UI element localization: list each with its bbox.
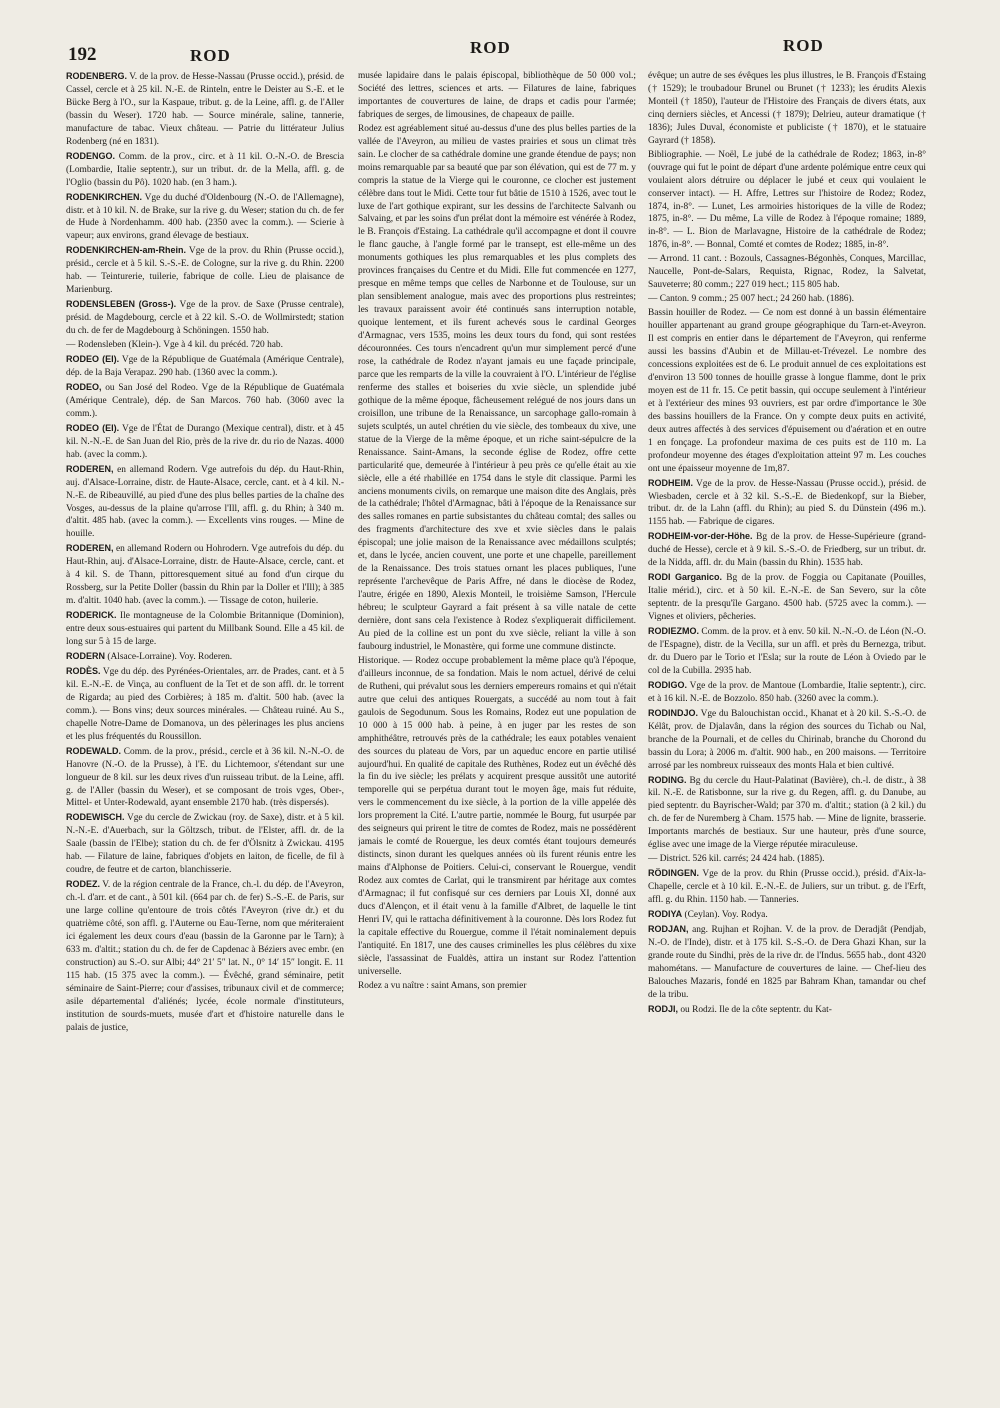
entry-text: Rodez est agréablement situé au-dessus d'une des plus belles parties de la vallée de l'Aveyron, au milieu de vastes prairies et sous un climat très sain. Le clocher de sa cathédrale domine une grande étendue de pays; non moins remarquable par sa beauté que par son élévation, qui est de 77 m. y compris la statue de la Vierge qui le couronne, ce clocher est justement célèbre dans tout le Midi. Cette tour fut bâtie de 1510 à 1526, avec tout le luxe de l'art gothique expirant, sur les dessins de l'architecte Salvanh ou Salvaing, et par les soins d'un prélat dont la mémoire est vénérée à Rodez, le B. François d'Estaing. La cathédrale qu'il accompagne et dont il couvre le flanc gauche, à l'angle formé par le transept, est elle-même un des monuments gothiques les plus remarquables et les plus complets des provinces françaises du Centre et du Midi. Elle fut commencée en 1277, presque en même temps que celles de Narbonne et de Toulouse, sur un plan sensiblement analogue, mais avec des proportions plus restreintes; les travaux paraissent avoir été continués sans interruption notable, quoique lentement, et ils furent achevés sous le cardinal Georges d'Armagnac, vers 1535, moins les deux tours du fond, qui sont restées découronnées. Ces tours n'encadrent qu'un mur simplement percé d'une rose, la cathédrale de Rodez n'ayant jamais eu une façade principale, parce que les remparts de la ville la couvraient à l'O. L'intérieur de l'église renferme des stalles et boiseries du xvie siècle, un splendide jubé gothique de la même époque, fâcheusement relégué de nos jours dans un croisillon, une tribune de la Renaissance, un sarcophage gallo-romain à sujets sculptés, un autel chrétien du vie siècle, des tombeaux du xive, une statue de la Vierge de la même époque, et un riche saint-sépulcre de la Renaissance. Saint-Amans, la seconde église de Rodez, offre cette particularité que, demeurée à l'intérieur à peu près ce qu'elle était au xie siècle, elle a été rhabillée en 1754 dans le style dit classique. Parmi les anciens monuments civils, on remarque une maison dite des Anglais, près de la cathédrale; l'hôtel d'Armagnac, bâti à l'époque de la Renaissance sur des salles romanes en partie subsistantes du château comtal; des salles ou des fragments d'architecture des xve et xvie siècles dans le palais épiscopal; une jolie maison de la Renaissance avec médaillons sculptés; et, dans le lycée, ancien couvent, une porte et une chapelle, pareillement de la Renaissance. Des trois statues ornant les places publiques, l'une représente l'archevêque de Paris Affre, né dans le diocèse de Rodez, l'autre, érigée en 1890, Alexis Monteil, le troisième Samson, l'Hercule hébreu; le sculpteur Gayrard a fait présent à sa ville natale de cette dernière, dont sans cela l'existence à Rodez s'expliquerait difficilement. Au pied de la colline est un pont du xve siècle, reliant la ville à son faubourg industriel, le Monastère, qui forme une commune distincte. xyxy=(358,123,636,652)
running-head-left: ROD xyxy=(190,46,231,65)
entry-text: Vge de la prov. du Rhin (Prusse occid.), présid., cercle et à 5 kil. S.-S.-E. de Cologne, sur la rive g. du Rhin. 2200 hab. — Teinturerie, tuilerie, fabrique de colle. Lieu de plaisance de Marienburg. xyxy=(66,246,344,296)
dictionary-entry xyxy=(648,774,926,853)
entry-headword: RODENKIRCHEN. xyxy=(66,191,143,202)
dictionary-entry xyxy=(66,339,344,352)
entry-text: — District. 526 kil. carrés; 24 424 hab. (1885). xyxy=(648,854,825,865)
entry-headword: RODEO (El). xyxy=(66,422,120,433)
dictionary-entry xyxy=(66,150,344,190)
entry-text: Vge du duché d'Oldenbourg (N.-O. de l'Allemagne), distr. et à 10 kil. N. de Brake, sur la rive g. du Weser; station du ch. de fer de Hude à Nordenhamm. 400 hab. (2350 avec la comm.). — Scierie à vapeur; aux environs, grand élevage de bestiaux. xyxy=(66,192,344,242)
entry-text: ang. Rujhan et Rojhan. V. de la prov. de Deradjât (Pendjab, N.-O. de l'Inde), distr. et à 175 kil. S.-S.-O. de Dera Ghazi Khan, sur la grande route du Sindhi, près de la rive dr. de l'Indus. 5655 hab., dont 4320 mahométans. — Manufacture de couvertures de laine. — Chef-lieu des Balouches Mazaris, fondé en 1825 par Bahram Khan, tamandar ou chef de la tribu. xyxy=(648,925,926,1000)
dictionary-entry xyxy=(648,571,926,624)
page-header xyxy=(0,0,1000,75)
entry-text: ou Rodzi. Ile de la côte septentr. du Kat- xyxy=(678,1004,832,1015)
dictionary-entry xyxy=(66,745,344,811)
entry-headword: RODEO, xyxy=(66,381,102,392)
entry-headword: RODEO (El). xyxy=(66,354,120,365)
dictionary-entry xyxy=(648,70,926,148)
entry-text: Bg de la prov. de Foggia ou Capitanate (Pouilles, Italie mérid.), circ. et à 50 kil. E.-N.-E. de San Severo, sur la côte septentr. de la presqu'île Gargano. 4500 hab. (5725 avec la comm.). — Vignes et oliviers, pêcheries. xyxy=(648,573,926,623)
dictionary-entry xyxy=(648,923,926,1002)
entry-text: Vge du Balouchistan occid., Khanat et à 20 kil. S.-S.-O. de Kélât, prov. de Djalavân, dans la région des sources du Tichab ou Nal, branche de la Pournali, et de celles du Chirinab, branche du Chorond du bassin du Lora; à 2006 m. d'altit. 900 hab., en 200 maisons. — Territoire arrosé par les nombreux ruisseaux des monts Hala et bien cultivé. xyxy=(648,708,926,771)
entry-headword: RODEWALD. xyxy=(66,745,121,756)
dictionary-entry xyxy=(358,123,636,654)
text-column-3 xyxy=(648,70,926,1400)
dictionary-entry xyxy=(66,422,344,462)
entry-text: Rodez a vu naître : saint Amans, son premier xyxy=(358,980,527,991)
dictionary-entry xyxy=(66,609,344,649)
entry-text: Ile montagneuse de la Colombie Britannique (Dominion), entre deux sous-estuaires qui partent du Millbank Sound. Elle a 45 kil. de long sur 5 à 15 de large. xyxy=(66,611,344,648)
dictionary-entry xyxy=(648,253,926,292)
entry-text: en allemand Rodern ou Hohrodern. Vge autrefois du dép. du Haut-Rhin, auj. d'Alsace-Lorraine, distr. de Haute-Alsace, cercle, cant. et à 4 kil. S. de Thann, pittoresquement situé au fond d'un cirque du Rossberg, sur la Petite Doller (bassin du Rhin par la Doller et l'Ill); à 385 m. d'altit. 1040 hab. (avec la comm.). — Tissage de coton, huilerie. xyxy=(66,544,344,607)
entry-text: Comm. de la prov. et à env. 50 kil. N.-N.-O. de Léon (N.-O. de l'Espagne), distr. de la Vecilla, sur un affl. et près du Bernezga, tribut. dr. du Duero par le Torio et l'Esla; sur la route de Léon à Oviedo par le col de la Cubilla. 2935 hab. xyxy=(648,627,926,676)
entry-text: ou San José del Rodeo. Vge de la République de Guatémala (Amérique Centrale), dép. de San Marcos. 760 hab. (3060 avec la comm.). xyxy=(66,382,344,419)
entry-text: Bassin houiller de Rodez. — Ce nom est donné à un bassin élémentaire houiller appartenant au grand groupe géographique du Tarn-et-Aveyron. Il est compris en entier dans le département de l'Aveyron, qui renferme aussi les bassins d'Aubin et de Millau-et-Trévezel. Le nombre des concessions exploitées est de 6. Le produit annuel de ces exploitations est d'environ 13 500 tonnes de houille grasse à longue flamme, dont le prix moyen est de 11 fr. 15. Ce petit bassin, qui occupe seulement à l'intérieur et à l'extérieur des mines 93 ouvriers, est par ordre d'importance le 30e des bassins houillers de la France. On y compte deux puits en activité, deux autres affectés à des services d'épuisement ou d'aération et en outre 1 en fonçage. La profondeur maxima de ces puits est de 110 m. La profondeur moyenne des étages d'exploitation atteint 97 m. Les couches ont une épaisseur moyenne de 1m,87. xyxy=(648,308,926,474)
entry-text: Vge de la prov. du Rhin (Prusse occid.), présid. d'Aix-la-Chapelle, cercle et à 10 kil. E.-N.-E. de Juliers, sur un tribut. g. de l'Erft, affl. g. du Rhin. 1150 hab. — Tanneries. xyxy=(648,869,926,906)
entry-headword: RODENKIRCHEN-am-Rhein. xyxy=(66,245,187,256)
entry-headword: RODHEIM. xyxy=(648,477,693,488)
dictionary-entry xyxy=(66,70,344,149)
entry-headword: RODENGO. xyxy=(66,150,116,161)
dictionary-entry xyxy=(66,811,344,877)
dictionary-entry xyxy=(648,307,926,475)
dictionary-entry xyxy=(648,477,926,530)
entry-text: — Canton. 9 comm.; 25 007 hect.; 24 260 hab. (1886). xyxy=(648,294,854,305)
entry-headword: RODIYA xyxy=(648,909,683,920)
entry-text: musée lapidaire dans le palais épiscopal, bibliothèque de 50 000 vol.; Société des lettres, sciences et arts. — Filatures de laine, fabriques importantes de couvertures de laine, de draps et cadis pour l'armée; fabriques de serges, de limousines, de chapeaux de paille. xyxy=(358,71,636,120)
dictionary-entry xyxy=(648,908,926,922)
dictionary-entry xyxy=(358,655,636,979)
dictionary-entry xyxy=(648,707,926,773)
entry-text: Comm. de la prov., circ. et à 11 kil. O.-N.-O. de Brescia (Lombardie, Italie septentr.), sur un tribut. dr. de la Mella, affl. g. de l'Oglio (bassin du Pô). 1020 hab. (en 3 ham.). xyxy=(66,151,344,188)
dictionary-entry xyxy=(66,298,344,338)
running-head-center: ROD xyxy=(470,38,511,57)
entry-text: Vge du dép. des Pyrénées-Orientales, arr. de Prades, cant. et à 5 kil. E.-N.-E. de Vinça, au confluent de la Tet et de son affl. dr. le torrent de Rigarda; au pied des Corbières; à 185 m. d'altit. 500 hab. (avec la comm.). — Bons vins; deux sources minérales. — Château ruiné. Au S., chapelle Notre-Dame de Domanova, un des pèlerinages les plus anciens et les plus fréquentés du Roussillon. xyxy=(66,666,344,742)
entry-headword: RODINDJO. xyxy=(648,707,699,718)
entry-text: V. de la prov. de Hesse-Nassau (Prusse occid.), présid. de Cassel, cercle et à 25 kil. N.-E. de Rinteln, entre le Deister au S.-E. et le Bücke Berg à l'O., sur la Kaspaue, tribut. g. de la Leine, affl. g. de l'Aller (bassin du Weser). 1720 hab. — Source minérale, saline, tannerie, manufacture de tabac. Vieux château. — Patrie du littérateur Julius Rodenberg (né en 1831). xyxy=(66,72,344,147)
dictionary-entry xyxy=(648,530,926,570)
page-number: 192 xyxy=(68,44,97,65)
entry-headword: RODJAN, xyxy=(648,924,689,934)
entry-text: Historique. — Rodez occupe probablement la même place qu'à l'époque, d'ailleurs inconnue, de sa fondation. Mais le nom actuel, dérivé de celui de Rutheni, qui prévalut sous les derniers empereurs romains et qui n'était autre que celui des antiques Rouergats, a succédé au nom tout à fait gaulois de Segodunum. Sous les Romains, Rodez eut une population de 10 000 à 15 000 hab. à peine, à en juger par les restes de son amphithéâtre, retrouvés près de la cathédrale; les eaux potables venaient des sources du plateau de Vors, par un aqueduc encore en partie utilisé aujourd'hui. En qualité de capitale des Ruthènes, Rodez eut un évêché dès la fin du ive siècle; les prélats y acquirent presque aussitôt une autorité temporelle qui se perpétua durant tout le moyen âge, mais fut réduite, vers le commencement du ixe siècle, à la portion de la ville appelée dès lors proprement la Cité. L'autre partie, nommée le Bourg, fut usurpée par des seigneurs qui prirent le titre de comtes de Rodez, mais ne possédèrent jamais le comté de Rouergue, les deux comtés étant toujours demeurés distincts, sinon durant les quelques années où ils furent réunis entre les mains d'Alphonse de Poitiers. Celui-ci, conservant le Rouergue, vendit Rodez aux comtes de Carlat, qui le transmirent par héritage aux comtes d'Armagnac; il fut confisqué sur ces derniers par Louis XI, donné aux ducs d'Alençon, et il était venu à la famille d'Albret, de laquelle le tint Henri IV, qui le rattacha définitivement à la couronne. Dès lors Rodez fut la capitale effective du Rouergue, comme il l'était nominalement depuis l'antiquité. En 1817, une des causes criminelles les plus célèbres du xixe siècle, l'assassinat de Fualdès, attira un instant sur Rodez l'attention universelle. xyxy=(358,655,636,977)
entry-text: Vge de la prov. de Mantoue (Lombardie, Italie septentr.), circ. et à 16 kil. N.-E. de Bozzolo. 850 hab. (3260 avec la comm.). xyxy=(648,680,926,704)
dictionary-entry xyxy=(66,650,344,664)
entry-headword: RODIEZMO. xyxy=(648,626,699,637)
entry-headword: RODÈS. xyxy=(66,665,101,676)
dictionary-entry xyxy=(66,381,344,421)
entry-text: Vge de la prov. de Saxe (Prusse centrale), présid. de Magdebourg, cercle et à 22 kil. S.-O. de Wollmirstedt; station du ch. de fer de Magdebourg à Schöningen. 1550 hab. xyxy=(66,300,344,337)
entry-text: Bg de la prov. de Hesse-Supérieure (grand-duché de Hesse), cercle et à 9 kil. S.-S.-O. de Friedberg, sur un tribut. dr. de la Nidda, affl. dr. du Main (bassin du Rhin). 1535 hab. xyxy=(648,532,926,569)
dictionary-entry xyxy=(648,853,926,866)
entry-headword: RODEREN, xyxy=(66,463,114,474)
entry-headword: RODHEIM-vor-der-Höhe. xyxy=(648,531,753,542)
dictionary-entry xyxy=(648,1003,926,1017)
entry-headword: RODIGO. xyxy=(648,679,688,690)
entry-text: Vge du cercle de Zwickau (roy. de Saxe), distr. et à 5 kil. N.-N.-E. d'Auerbach, sur la Göltzsch, tribut. de l'Elster, affl. dr. de la Saale (bassin de l'Elbe); station du ch. de fer d'Ölsnitz à Zwickau. 4195 hab. — Filature de laine, fabriques d'objets en laiton, de ficelle, de fil à coudre, de feutre et de carton, blanchisserie. xyxy=(66,813,344,876)
dictionary-entry xyxy=(66,542,344,608)
dictionary-entry xyxy=(358,70,636,122)
entry-text: — Rodensleben (Klein-). Vge à 4 kil. du précéd. 720 hab. xyxy=(66,340,283,351)
entry-headword: RODJI, xyxy=(648,1003,679,1014)
entry-headword: RODEZ. xyxy=(66,879,101,890)
entry-headword: RODENBERG. xyxy=(66,71,128,81)
entry-headword: RODING. xyxy=(648,774,687,785)
entry-headword: RODEREN, xyxy=(66,543,114,554)
entry-text: Bg du cercle du Haut-Palatinat (Bavière), ch.-l. de distr., à 38 kil. N.-E. de Ratisbonne, sur la rive g. du Regen, affl. g. du Danube, au pied septentr. du Bayrischer-Wald; par 370 m. d'altit.; station (à 2 kil.) du ch. de fer de Nuremberg à Cham. 1575 hab. — Mine de lignite, brasserie. Importants marchés de bestiaux. Sur une hauteur, près d'une source, église avec une image de la Vierge réputée miraculeuse. xyxy=(648,775,926,851)
dictionary-entry xyxy=(66,353,344,380)
dictionary-entry xyxy=(66,665,344,744)
dictionary-entry xyxy=(648,867,926,907)
dictionary-entry xyxy=(648,149,926,253)
entry-headword: RODEWISCH. xyxy=(66,812,125,823)
dictionary-entry xyxy=(66,463,344,542)
dictionary-entry xyxy=(66,191,344,244)
entry-text: évêque; un autre de ses évêques les plus illustres, le B. François d'Estaing († 1529); le troubadour Brunel ou Brunet († 1233); les érudits Alexis Monteil († 1850), l'auteur de l'Histoire des Français de divers états, aux cinq derniers siècles, et Ancessi († 1879); Delrieu, auteur dramatique († 1836); Jules Duval, économiste et publiciste († 1870), et le statuaire Gayrard († 1858). xyxy=(648,71,926,146)
entry-text: Vge de la prov. de Hesse-Nassau (Prusse occid.), présid. de Wiesbaden, cercle et à 32 kil. S.-S.-E. de Biedenkopf, sur la Bieber, tribut. dr. de la Lahn (affl. du Rhin); au pied S. du Dünstein (496 m.). 1155 hab. — Fabrique de cigares. xyxy=(648,478,926,528)
entry-text: (Alsace-Lorraine). Voy. Roderen. xyxy=(105,651,233,662)
dictionary-entry xyxy=(358,980,636,993)
entry-text: Vge de l'État de Durango (Mexique central), distr. et à 45 kil. N.-N.-E. de San Juan del Rio, près de la rive dr. du rio de Nazas. 4000 hab. (avec la comm.). xyxy=(66,423,344,460)
text-column-1 xyxy=(66,70,344,1400)
entry-text: Vge de la République de Guatémala (Amérique Centrale), dép. de la Baja Verapaz. 290 hab. (1360 avec la comm.). xyxy=(66,355,344,378)
entry-text: en allemand Rodern. Vge autrefois du dép. du Haut-Rhin, auj. d'Alsace-Lorraine, distr. de Haute-Alsace, cercle, cant. et à 4 kil. N.-N.-E. de Ribeauvillé, au pied d'une des plus belles parties de la chaîne des Vosges, au-dessus de la plaine qu'arrose l'Ill, affl. g. du Rhin; à 340 m. d'altit. 485 hab. (avec la comm.). — Excellents vins rouges. — Mine de houille. xyxy=(66,464,344,540)
dictionary-entry xyxy=(648,679,926,706)
running-head-right: ROD xyxy=(783,36,824,55)
entry-headword: RODERN xyxy=(66,650,106,661)
dictionary-entry xyxy=(66,244,344,297)
entry-headword: RÖDINGEN. xyxy=(648,868,700,879)
dictionary-entry xyxy=(66,878,344,1034)
entry-text: Comm. de la prov., présid., cercle et à 36 kil. N.-N.-O. de Hanovre (N.-O. de la Prusse), à l'E. du Lichtemoor, s'étendant sur une longueur de 8 kil. sur les deux rives d'un ruisseau tribut. de la Leine, affl. g. de l'Aller (bassin du Weser), et se composant de trois vges, Ober-, Mittel- et Unter-Rodewald, ayant ensemble 2170 hab. (très dispersés). xyxy=(66,746,344,809)
dictionary-entry xyxy=(648,625,926,678)
entry-text: (Ceylan). Voy. Rodya. xyxy=(682,910,768,921)
entry-text: V. de la région centrale de la France, ch.-l. du dép. de l'Aveyron, ch.-l. d'arr. et de cant., à 501 kil. (664 par ch. de fer) S.-S.-E. de Paris, sur une large colline qu'entoure de trois côtés l'Aveyron (rive dr.) et du quatrième côté, son affl. g. l'Auterne ou Eau-Terne, nom que mériteraient ici également les deux cours d'eau (bassin de la Garonne par le Tarn); à 633 m. d'altit.; station du ch. de fer de Capdenac à Béziers avec embr. (en construction) au S.-O. sur Albi; 44° 21′ 5″ lat. N., 0° 14′ 15″ longit. E. 11 115 hab. (15 375 avec la comm.). — Évêché, grand séminaire, petit séminaire de Saint-Pierre; cour d'assises, tribunaux civil et de commerce; asile départemental d'aliénés; lycée, école normale d'instituteurs, institution de sourds-muets, musée d'art et d'histoire naturelle dans le palais de justice, xyxy=(66,880,344,1033)
entry-headword: RODERICK. xyxy=(66,610,117,621)
text-column-2 xyxy=(358,70,636,1400)
entry-headword: RODI Garganico. xyxy=(648,572,722,583)
entry-text: — Arrond. 11 cant. : Bozouls, Cassagnes-Bégonhès, Conques, Marcillac, Naucelle, Pont-de-Salars, Requista, Rignac, Rodez, la Salvetat, Sauveterre; 80 comm.; 227 019 hect.; 115 805 hab. xyxy=(648,254,926,291)
entry-headword: RODENSLEBEN (Gross-). xyxy=(66,299,177,310)
dictionary-entry xyxy=(648,293,926,306)
entry-text: Bibliographie. — Noël, Le jubé de la cathédrale de Rodez; 1863, in-8° (ouvrage qui fut le point de départ d'une ardente polémique entre ceux qui voulaient alors détruire ou déplacer le jubé et ceux qui voulaient le conserver intact). — H. Affre, Lettres sur l'histoire de Rodez; Rodez, 1874, in-8°. — Lunet, Les armoiries historiques de la ville de Rodez; 1875, in-8°. — Du même, La ville de Rodez à l'époque romaine; 1889, in-8°. — L. Bion de Marlavagne, Histoire de la cathédrale de Rodez; 1876, in-8°. — Bonnal, Comté et comtes de Rodez; 1885, in-8°. xyxy=(648,149,926,251)
